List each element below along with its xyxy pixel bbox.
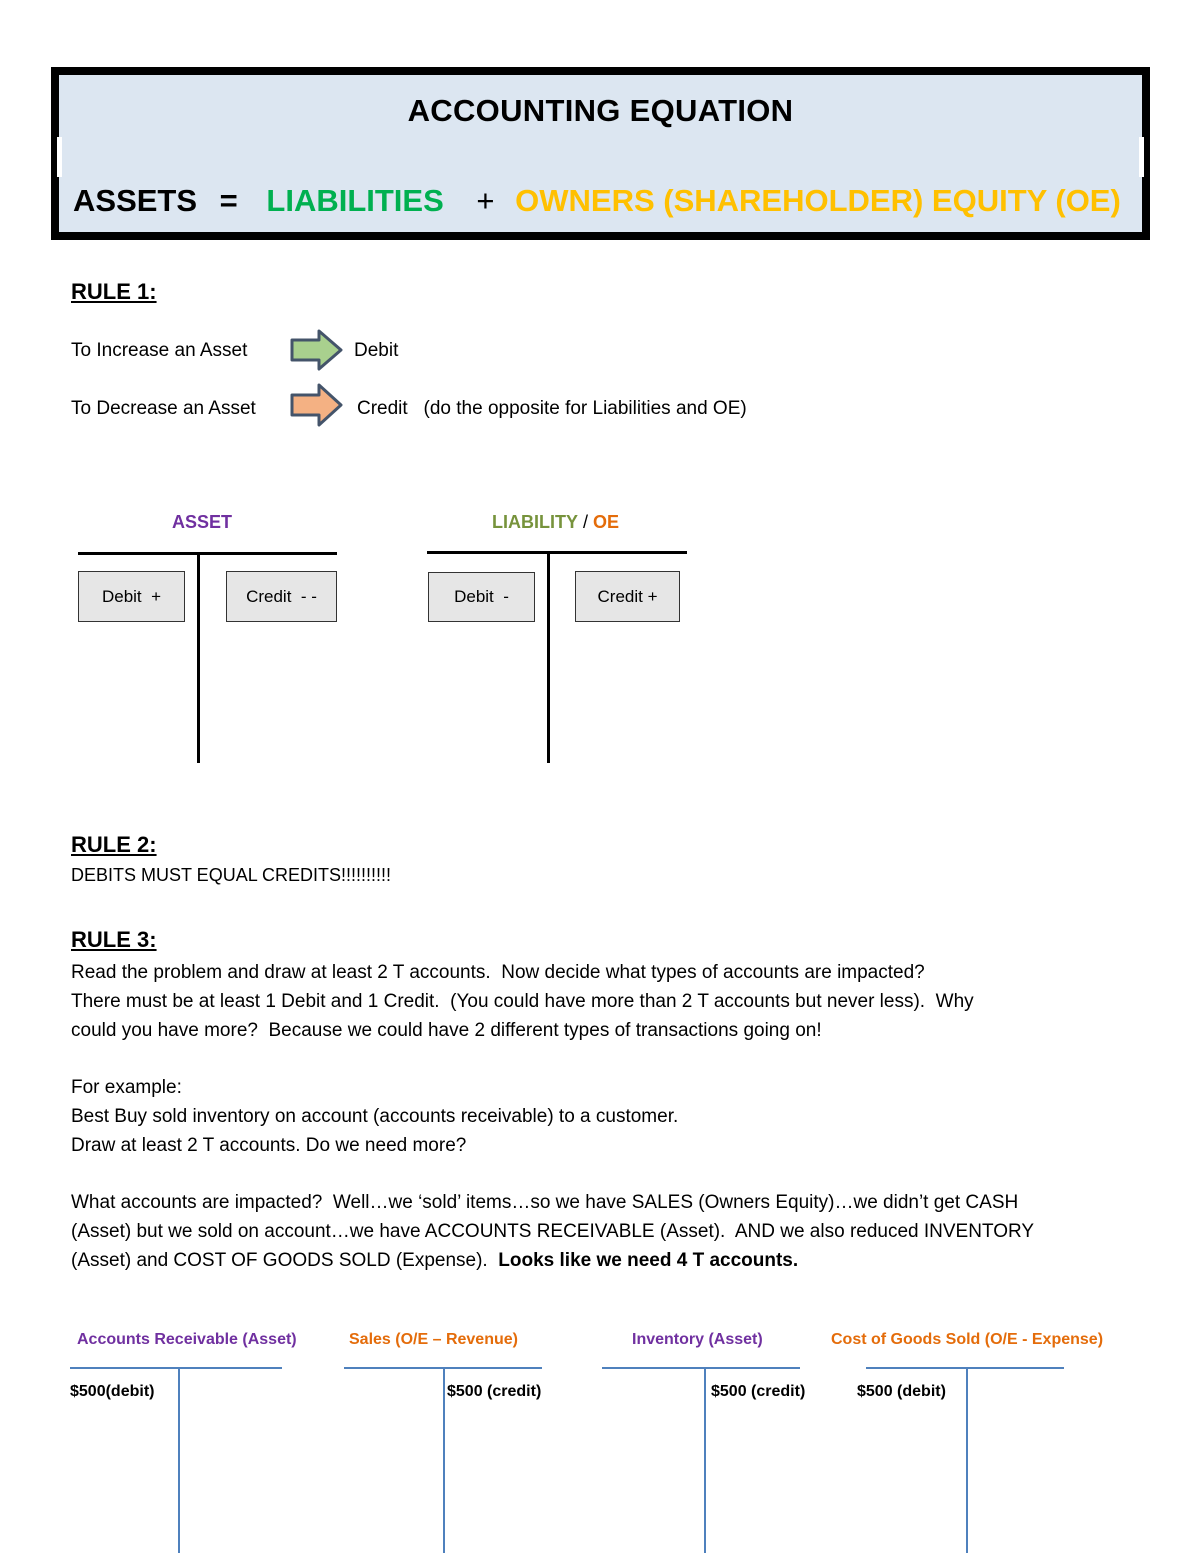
example-paragraph [71,1073,678,1160]
rule3-heading: RULE 3: [71,927,157,952]
liability-label: LIABILITY [492,512,578,532]
asset-t-label: ASSET [172,512,233,532]
example-account-label: Cost of Goods Sold (O/E - Expense) [831,1331,1104,1348]
arrow-right-icon [289,328,345,372]
rule3-paragraph [71,958,974,1045]
example-account-value: $500(debit) [70,1383,155,1400]
asset-credit-box: Credit - - [226,571,337,622]
analysis-line: What accounts are impacted? Well…we ‘sold’ items…so we have SALES (Owners Equity)…we didn’t get CASH [71,1192,1019,1213]
rule1-increase-result: Debit [354,340,399,361]
rule3-line: Read the problem and draw at least 2 T accounts. Now decide what types of accounts are impacted? [71,962,925,983]
accounting-equation [73,183,1121,219]
analysis-conclusion: Looks like we need 4 T accounts. [498,1250,799,1271]
example-account-label: Inventory (Asset) [632,1331,763,1348]
rule2-heading: RULE 2: [71,832,157,857]
analysis-line: (Asset) but we sold on account…we have ACCOUNTS RECEIVABLE (Asset). AND we also reduced INVENTORY [71,1221,1035,1242]
equation-equity: OWNERS (SHAREHOLDER) EQUITY (OE) [515,183,1121,218]
rule1-decrease-text: To Decrease an Asset [71,398,256,419]
label-slash: / [578,512,594,532]
example-line: For example: [71,1077,182,1098]
example-t-vertical-line [704,1367,706,1553]
asset-t-vertical-line [197,552,200,763]
header-left-tick [57,137,62,177]
asset-debit-box: Debit + [78,571,185,622]
rule1-decrease-result: Credit (do the opposite for Liabilities and OE) [357,398,747,419]
example-account-value: $500 (credit) [447,1383,542,1400]
example-t-vertical-line [966,1367,968,1553]
rule1-increase-text: To Increase an Asset [71,340,248,361]
header-right-tick [1139,137,1144,177]
example-line: Draw at least 2 T accounts. Do we need more? [71,1135,467,1156]
equation-plus: + [476,183,495,218]
example-t-top-line [70,1367,282,1369]
example-t-vertical-line [443,1367,445,1553]
equation-liabilities: LIABILITIES [266,183,444,218]
example-account-value: $500 (debit) [857,1383,946,1400]
example-line: Best Buy sold inventory on account (accounts receivable) to a customer. [71,1106,679,1127]
example-t-top-line [866,1367,1064,1369]
analysis-line: (Asset) and COST OF GOODS SOLD (Expense). [71,1250,493,1271]
analysis-paragraph [71,1188,1034,1275]
example-t-vertical-line [178,1367,180,1553]
liability-oe-t-label [492,512,619,533]
arrow-right-icon [289,382,345,428]
liability-credit-box: Credit + [575,571,680,622]
oe-label: OE [593,512,620,532]
rule1-heading: RULE 1: [71,279,157,304]
equation-equals: = [219,183,238,218]
rule3-line: There must be at least 1 Debit and 1 Credit. (You could have more than 2 T accounts but never less). Why [71,991,974,1012]
rule3-line: could you have more? Because we could have 2 different types of transactions going on! [71,1020,822,1041]
liability-t-vertical-line [547,551,550,763]
example-account-label: Accounts Receivable (Asset) [77,1331,297,1348]
liability-t-top-line [427,551,687,554]
liability-debit-box: Debit - [428,572,535,622]
page-title: ACCOUNTING EQUATION [407,93,794,128]
example-account-label: Sales (O/E – Revenue) [349,1331,518,1348]
example-account-value: $500 (credit) [711,1383,806,1400]
rule2-text: DEBITS MUST EQUAL CREDITS!!!!!!!!!! [71,865,392,885]
equation-assets: ASSETS [73,183,198,218]
asset-t-top-line [78,552,337,555]
example-t-top-line [602,1367,800,1369]
equation-header-box [51,67,1150,240]
